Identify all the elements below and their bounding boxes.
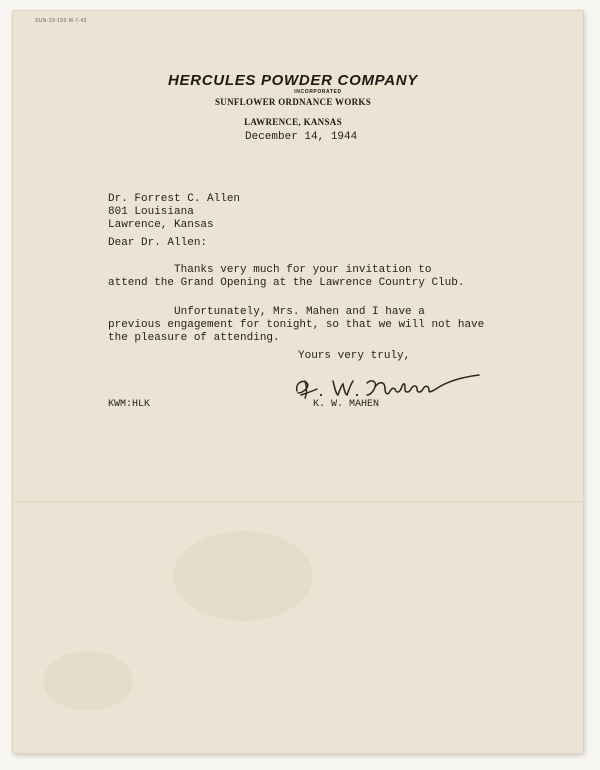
paragraph-1-line: attend the Grand Opening at the Lawrence Country Club.: [108, 277, 465, 289]
recipient-street: 801 Louisiana: [108, 206, 194, 218]
company-name: HERCULES POWDER COMPANY: [168, 72, 418, 89]
fold-line: [13, 501, 583, 502]
paper-stain: [173, 531, 313, 621]
paragraph-2-line: previous engagement for tonight, so that we will not have: [108, 319, 485, 331]
handwritten-signature: [283, 367, 483, 401]
letter-date: December 14, 1944: [245, 131, 358, 143]
recipient-name: Dr. Forrest C. Allen: [108, 193, 241, 205]
recipient-city: Lawrence, Kansas: [108, 219, 214, 231]
incorporated-label: INCORPORATED: [294, 89, 342, 95]
typist-initials: KWM:HLK: [108, 399, 151, 410]
signer-name: K. W. MAHEN: [313, 399, 380, 410]
paragraph-2: [108, 306, 484, 345]
letter-page: [13, 11, 583, 753]
paragraph-1: [108, 264, 464, 290]
works-name: SUNFLOWER ORDNANCE WORKS: [214, 97, 372, 107]
paragraph-1-line: Thanks very much for your invitation to: [108, 264, 432, 276]
paragraph-2-line: the pleasure of attending.: [108, 332, 280, 344]
paragraph-2-line: Unfortunately, Mrs. Mahen and I have a: [108, 306, 425, 318]
closing: Yours very truly,: [298, 350, 411, 362]
salutation: Dear Dr. Allen:: [108, 237, 208, 249]
recipient-address: [108, 193, 240, 232]
location: LAWRENCE, KANSAS: [244, 117, 342, 127]
paper-stain: [43, 651, 133, 711]
form-code: SUN-33-150 M-7-43: [35, 18, 87, 24]
